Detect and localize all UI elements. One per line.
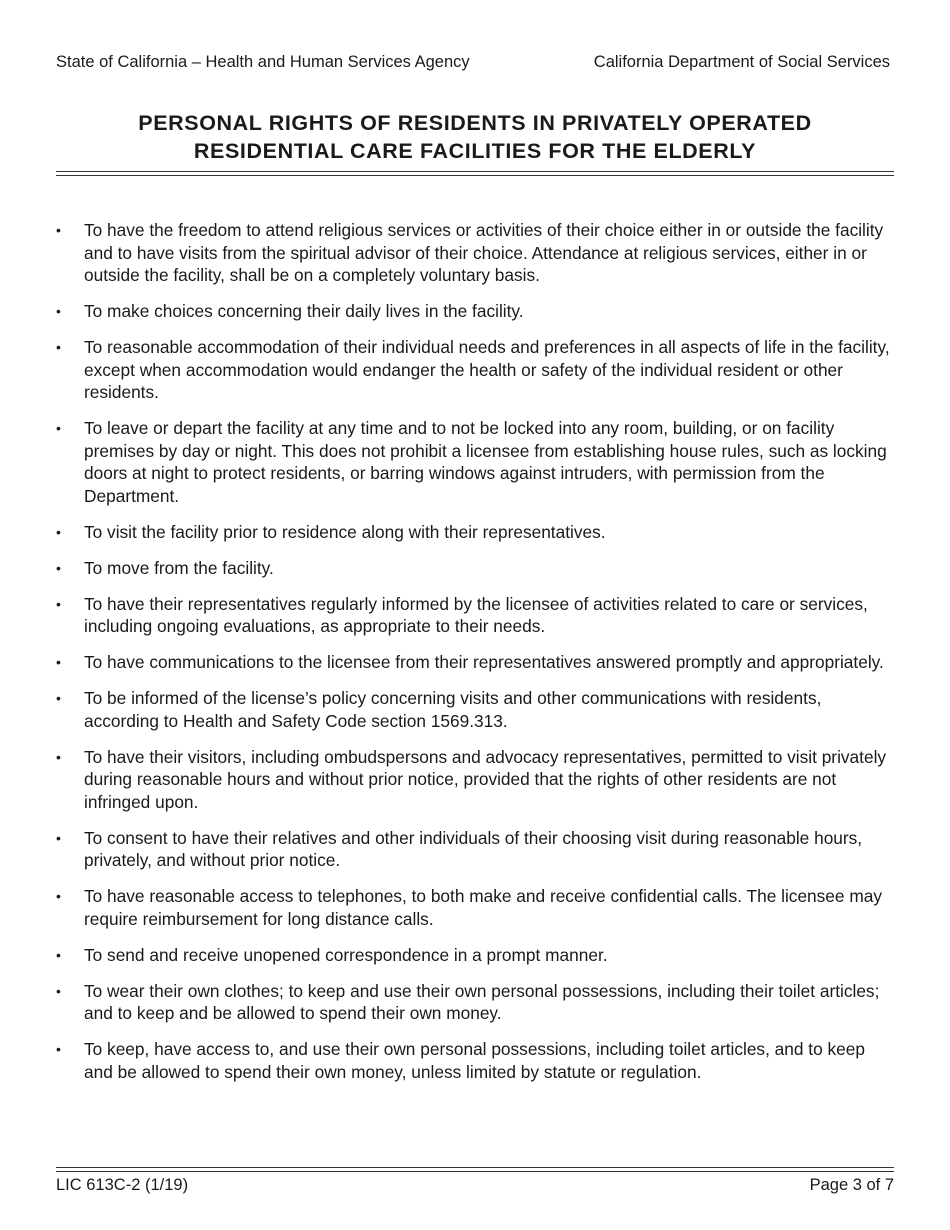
- list-item: [56, 219, 896, 287]
- list-item-text: To consent to have their relatives and other individuals of their choosing visit during reasonable hours, privately, and without prior notice.: [84, 827, 863, 870]
- title-line-2: RESIDENTIAL CARE FACILITIES FOR THE ELDERLY: [193, 139, 757, 163]
- list-item-text: To keep, have access to, and use their own personal possessions, including toilet articles, and to keep and be allowed to spend their own money, unless limited by statute or regulation.: [84, 1039, 865, 1082]
- list-item: [56, 980, 896, 1025]
- list-item: [56, 1038, 896, 1083]
- bullet-icon: •: [56, 1041, 61, 1057]
- bullet-icon: •: [56, 559, 61, 576]
- rights-list: [56, 219, 896, 1097]
- bullet-icon: •: [56, 829, 61, 846]
- bullet-icon: •: [56, 654, 61, 670]
- list-item-text: To send and receive unopened correspondence in a prompt manner.: [84, 944, 608, 965]
- title-line-1: PERSONAL RIGHTS OF RESIDENTS IN PRIVATELY OPERATED: [138, 111, 812, 135]
- list-item-text: To wear their own clothes; to keep and use their own personal possessions, including their toilet articles; and to keep and be allowed to spend their own money.: [84, 980, 880, 1023]
- page-number: Page 3 of 7: [809, 1176, 894, 1194]
- page-header: [56, 51, 890, 73]
- footer-divider: [56, 1167, 894, 1172]
- bullet-icon: •: [56, 222, 61, 238]
- bullet-icon: •: [56, 339, 61, 355]
- form-id: LIC 613C-2 (1/19): [56, 1176, 189, 1194]
- list-item-text: To have the freedom to attend religious services or activities of their choice either in or outside the facility and to have visits from the spiritual advisor of their choice. Attendance at religious services, either in or outside the facility, shall be on a completely voluntary basis.: [84, 220, 884, 285]
- list-item-text: To be informed of the license’s policy concerning visits and other communications with residents, according to Health and Safety Code section 1569.313.: [84, 688, 822, 731]
- page-footer: [56, 1174, 894, 1196]
- document-title: [56, 109, 894, 165]
- list-item-text: To make choices concerning their daily lives in the facility.: [84, 301, 524, 321]
- bullet-icon: •: [56, 888, 61, 904]
- list-item-text: To have their visitors, including ombudspersons and advocacy representatives, permitted to visit privately during reasonable hours and without prior notice, provided that the rights of other residents are not infringed upon.: [84, 746, 887, 812]
- list-item: [56, 944, 896, 967]
- bullet-icon: •: [56, 523, 61, 540]
- list-item: [56, 885, 896, 930]
- bullet-icon: •: [56, 420, 61, 436]
- bullet-icon: •: [56, 303, 61, 319]
- list-item: [56, 687, 896, 732]
- title-divider: [56, 171, 894, 176]
- list-item: [56, 336, 896, 404]
- agency-name: State of California – Health and Human Services Agency: [56, 53, 470, 71]
- list-item: [56, 746, 896, 814]
- bullet-icon: •: [56, 595, 61, 612]
- list-item: [56, 827, 896, 872]
- list-item: [56, 417, 896, 507]
- list-item-text: To have reasonable access to telephones, to both make and receive confidential calls. The licensee may require reimbursement for long distance calls.: [84, 886, 882, 929]
- list-item-text: To leave or depart the facility at any time and to not be locked into any room, building, or on facility premises by day or night. This does not prohibit a licensee from establishing house rules, such as locking doors at night to protect residents, or barring windows against intruders, with permission from the Department.: [84, 418, 887, 506]
- list-item-text: To move from the facility.: [84, 557, 274, 578]
- list-item: [56, 557, 896, 580]
- list-item: [56, 651, 896, 674]
- list-item-text: To have their representatives regularly informed by the licensee of activities related to care or services, including ongoing evaluations, as appropriate to their needs.: [84, 593, 868, 636]
- bullet-icon: •: [56, 946, 61, 963]
- list-item-text: To visit the facility prior to residence along with their representatives.: [84, 521, 606, 542]
- department-name: California Department of Social Services: [593, 53, 890, 71]
- bullet-icon: •: [56, 690, 61, 706]
- list-item: [56, 300, 896, 323]
- list-item-text: To have communications to the licensee from their representatives answered promptly and appropriately.: [84, 652, 884, 672]
- list-item-text: To reasonable accommodation of their individual needs and preferences in all aspects of life in the facility, except when accommodation would endanger the health or safety of the individual resident or other residents.: [84, 337, 890, 402]
- bullet-icon: •: [56, 982, 61, 999]
- bullet-icon: •: [56, 748, 61, 765]
- list-item: [56, 593, 896, 638]
- list-item: [56, 521, 896, 544]
